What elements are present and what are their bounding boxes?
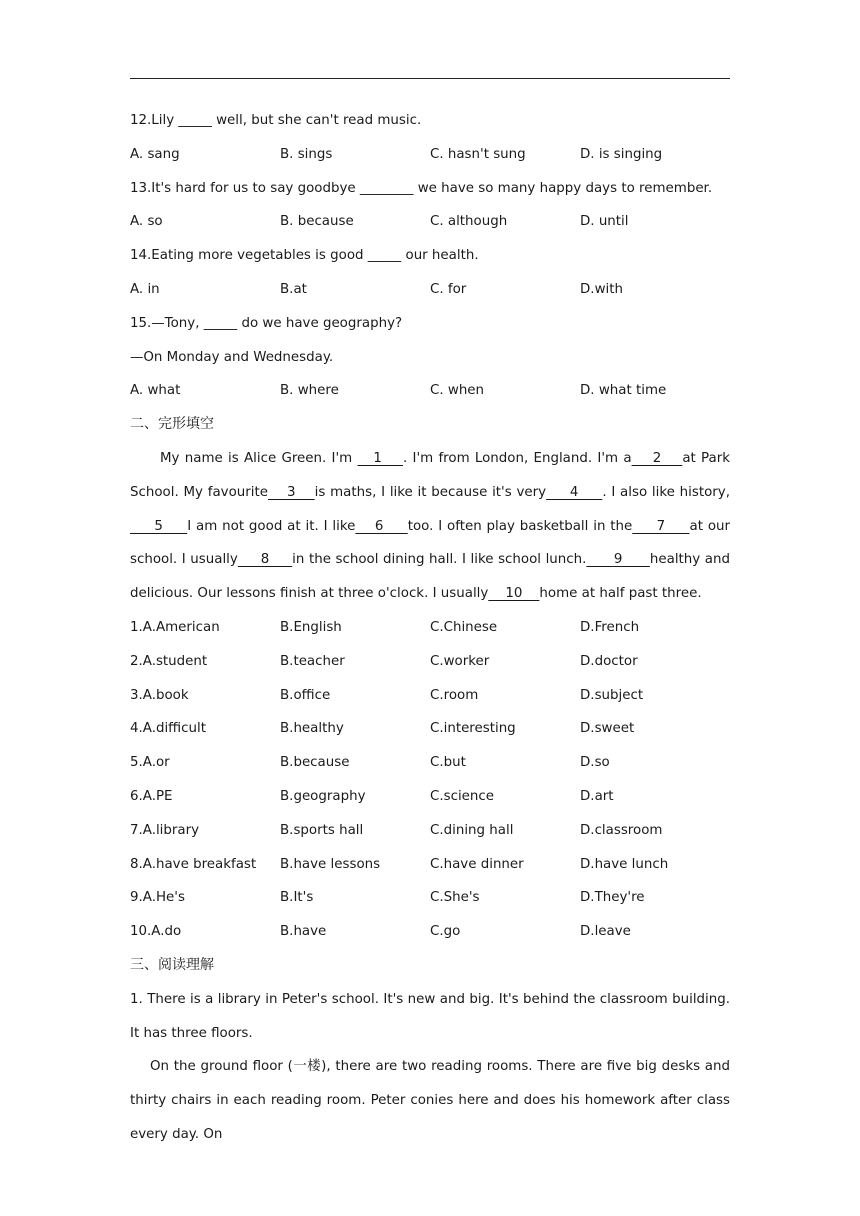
option-c[interactable]: C.but (430, 755, 466, 771)
option-d[interactable]: D. is singing (580, 146, 663, 162)
option-a[interactable]: 5.A.or (130, 755, 170, 771)
blank-6[interactable]: 6 (355, 518, 408, 534)
option-d[interactable]: D.They're (580, 890, 645, 906)
passage-text: My name is Alice Green. I'm (160, 450, 358, 466)
option-c[interactable]: C.go (430, 924, 461, 940)
question-12-stem: 12.Lily _____ well, but she can't read music. (130, 113, 422, 128)
option-c[interactable]: C.She's (430, 890, 480, 906)
option-b[interactable]: B.have (280, 924, 327, 940)
blank-3[interactable]: 3 (267, 484, 315, 500)
option-c[interactable]: C.have dinner (430, 856, 524, 872)
option-b[interactable]: B.healthy (280, 721, 344, 737)
option-a[interactable]: 9.A.He's (130, 890, 185, 906)
reading-paragraph-1: 1. There is a library in Peter's school. It's new and big. It's behind the classroom building. It has three floors. (130, 991, 730, 1041)
option-c[interactable]: C.worker (430, 653, 490, 669)
option-c[interactable]: C. for (430, 281, 467, 297)
passage-text: home at half past three. (539, 586, 702, 602)
option-d[interactable]: D.sweet (580, 721, 635, 737)
option-c[interactable]: C. hasn't sung (430, 146, 526, 162)
passage-text: in the school dining hall. I like school lunch. (292, 552, 587, 568)
option-a[interactable]: 2.A.student (130, 653, 208, 669)
option-a[interactable]: 7.A.library (130, 822, 200, 838)
cloze-item-8-options (130, 848, 730, 882)
cloze-item-7-options (130, 814, 730, 848)
option-b[interactable]: B.teacher (280, 653, 345, 669)
option-d[interactable]: D.subject (580, 687, 644, 703)
header-rule (130, 78, 730, 79)
blank-10[interactable]: 10 (488, 586, 540, 602)
option-b[interactable]: B.office (280, 687, 331, 703)
cloze-item-1-options (130, 611, 730, 645)
passage-text: at our school. I usually (130, 518, 731, 568)
option-b[interactable]: B. sings (280, 146, 333, 162)
passage-text: . I also like history, (602, 484, 730, 500)
option-a[interactable]: A. what (130, 383, 181, 399)
option-b[interactable]: B.have lessons (280, 856, 381, 872)
option-b[interactable]: B. because (280, 214, 354, 230)
worksheet-page (130, 104, 730, 1152)
option-c[interactable]: C. when (430, 383, 485, 399)
section-2-heading: 二、完形填空 (130, 416, 214, 433)
blank-1[interactable]: 1 (357, 450, 403, 466)
reading-paragraph-2: On the ground floor (一楼), there are two reading rooms. There are five big desks and thirty chairs in each reading room. Peter conies here and does his homework after class every day. On (130, 1059, 730, 1142)
option-d[interactable]: D. what time (580, 383, 667, 399)
option-c[interactable]: C. although (430, 214, 508, 230)
passage-text: is maths, I like it because it's very (314, 484, 547, 500)
passage-text: too. I often play basketball in the (407, 518, 633, 534)
option-a[interactable]: 8.A.have breakfast (130, 856, 257, 872)
option-c[interactable]: C.room (430, 687, 479, 703)
passage-text: I am not good at it. I like (187, 518, 356, 534)
question-14-options (130, 273, 730, 307)
blank-4[interactable]: 4 (546, 484, 603, 500)
passage-text: healthy and delicious. Our lessons finish at three o'clock. I usually (130, 552, 730, 602)
blank-9[interactable]: 9 (586, 552, 650, 568)
cloze-item-4-options (130, 712, 730, 746)
option-a[interactable]: 1.A.American (130, 619, 220, 635)
blank-7[interactable]: 7 (632, 518, 690, 534)
question-15-reply: —On Monday and Wednesday. (130, 349, 334, 365)
option-b[interactable]: B.geography (280, 788, 366, 804)
option-d[interactable]: D.French (580, 619, 640, 635)
option-d[interactable]: D.have lunch (580, 856, 669, 872)
option-b[interactable]: B.because (280, 755, 350, 771)
cloze-item-3-options (130, 679, 730, 713)
option-b[interactable]: B.English (280, 619, 342, 635)
cloze-passage (130, 442, 730, 611)
option-c[interactable]: C.interesting (430, 721, 516, 737)
question-15-options (130, 374, 730, 408)
option-a[interactable]: A. in (130, 281, 160, 297)
option-c[interactable]: C.Chinese (430, 619, 498, 635)
option-d[interactable]: D.doctor (580, 653, 638, 669)
option-d[interactable]: D.art (580, 788, 614, 804)
passage-text: at Park School. My favourite (130, 450, 731, 500)
cloze-item-9-options (130, 881, 730, 915)
cloze-item-10-options (130, 915, 730, 949)
cloze-item-2-options (130, 645, 730, 679)
option-a[interactable]: A. so (130, 214, 163, 230)
question-13-stem: 13.It's hard for us to say goodbye ________ we have so many happy days to remember. (130, 180, 713, 196)
option-d[interactable]: D.classroom (580, 822, 663, 838)
option-d[interactable]: D.so (580, 755, 610, 771)
option-d[interactable]: D.leave (580, 924, 631, 940)
option-a[interactable]: A. sang (130, 146, 180, 162)
passage-text: . I'm from London, England. I'm a (402, 450, 632, 466)
option-b[interactable]: B.sports hall (280, 822, 364, 838)
question-12-options (130, 138, 730, 172)
option-a[interactable]: 3.A.book (130, 687, 189, 703)
option-a[interactable]: 6.A.PE (130, 788, 173, 804)
option-b[interactable]: B. where (280, 383, 339, 399)
question-14-stem: 14.Eating more vegetables is good _____ our health. (130, 248, 479, 264)
section-3-heading: 三、阅读理解 (130, 956, 214, 973)
option-b[interactable]: B.at (280, 281, 307, 297)
option-c[interactable]: C.science (430, 788, 494, 804)
option-a[interactable]: 4.A.difficult (130, 721, 206, 737)
cloze-item-5-options (130, 746, 730, 780)
blank-8[interactable]: 8 (237, 552, 293, 568)
question-13-options (130, 205, 730, 239)
blank-5[interactable]: 5 (130, 518, 188, 534)
cloze-options-list (130, 611, 730, 949)
option-d[interactable]: D. until (580, 214, 629, 230)
option-b[interactable]: B.It's (280, 890, 314, 906)
option-a[interactable]: 10.A.do (130, 924, 182, 940)
blank-2[interactable]: 2 (631, 450, 683, 466)
option-c[interactable]: C.dining hall (430, 822, 514, 838)
question-15-stem: 15.—Tony, _____ do we have geography? (130, 315, 403, 331)
cloze-item-6-options (130, 780, 730, 814)
option-d[interactable]: D.with (580, 281, 623, 297)
